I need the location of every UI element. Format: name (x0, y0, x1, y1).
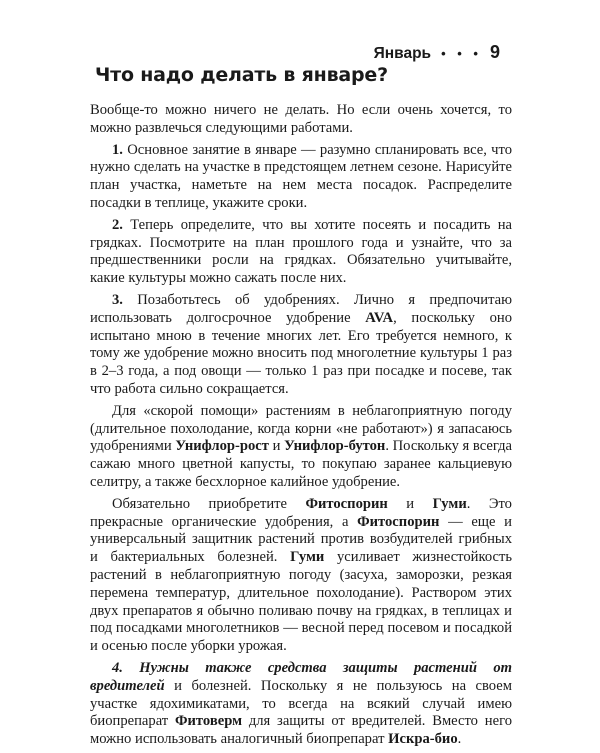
item-lead: 4. Нужны также средства защиты растений от вредителей (90, 659, 512, 694)
paragraph-5: Обязательно приобретите Фитоспорин и Гуми. Это прекрасные органические удобрения, а Фитоспорин — еще и универсальный защитник растений против возбудителей грибных и бактериальных болезней. Гуми усиливает жизнестойкость растений в неблагоприятную погоду (засуха, заморозки, резкая перемена температур, длительное похолодание). Раствором этих двух препаратов я обычно поливаю почву на грядках, в теплицах и под посадками многолетников — весной перед посевом и посадкой и осенью после уборки урожая. (90, 495, 512, 655)
item-number: 2. (112, 216, 123, 233)
body-text (90, 102, 512, 753)
paragraph-3: 3. Позаботьтесь об удобрениях. Лично я предпочитаю использовать долгосрочное удобрение AVA, поскольку оно испытано мною в течение многих лет. Его требуется немного, к тому же удобрение можно вносить под многолетние культуры 1 раз в 2–3 года, а под овощи — только 1 раз при посадке и посеве, так что работа сильно сокращается. (90, 291, 512, 397)
paragraph-1: 1. Основное занятие в январе — разумно спланировать все, что нужно сделать на участке в предстоящем летнем сезоне. Нарисуйте план участка, наметьте на нем места посадок. Распределите посадки в теплице, укажите сроки. (90, 141, 512, 211)
running-head (360, 42, 500, 63)
section-title: Январь (373, 45, 432, 62)
item-number: 3. (112, 291, 123, 308)
page-number: 9 (489, 42, 500, 62)
product-ava: AVA (365, 309, 394, 326)
paragraph-4: Для «скорой помощи» растениям в неблагоприятную погоду (длительное похолодание, когда корни «не работают») я запасаюсь удобрениями Унифлор-рост и Унифлор-бутон. Поскольку я всегда сажаю много цветной капусты, то покупаю заранее кальциевую селитру, а также бесхлорное калийное удобрение. (90, 402, 513, 490)
product-fitosporin: Фитоспорин (357, 513, 440, 530)
product-uniflor-buton: Унифлор-бутон (284, 438, 386, 455)
product-uniflor-rost: Унифлор-рост (175, 438, 269, 455)
paragraph-intro: Вообще-то можно ничего не делать. Но если очень хочется, то можно развлечься следующими работами. (90, 102, 512, 136)
product-iskra-bio: Искра-био (388, 731, 458, 748)
product-gumi: Гуми (432, 495, 467, 512)
header-dots: • • • (441, 46, 482, 61)
product-gumi: Гуми (290, 549, 325, 566)
product-fitosporin: Фитоспорин (305, 495, 388, 512)
paragraph-2: 2. Теперь определите, что вы хотите посеять и посадить на грядках. Посмотрите на план прошлого года и узнайте, что за предшественники росли на грядках. Обязательно учитывайте, какие культуры можно сажать после них. (90, 216, 512, 287)
item-number: 1. (112, 141, 123, 158)
chapter-heading: Что надо делать в январе? (95, 64, 388, 86)
paragraph-6: 4. Нужны также средства защиты растений от вредителей и болезней. Поскольку я не пользуюсь на своем участке ядохимикатами, то всегда на всякий случай имею биопрепарат Фитоверм для защиты от вредителей. Вместо него можно использовать аналогичный биопрепарат Искра-био. (90, 659, 512, 748)
product-fitoverm: Фитоверм (174, 713, 243, 730)
